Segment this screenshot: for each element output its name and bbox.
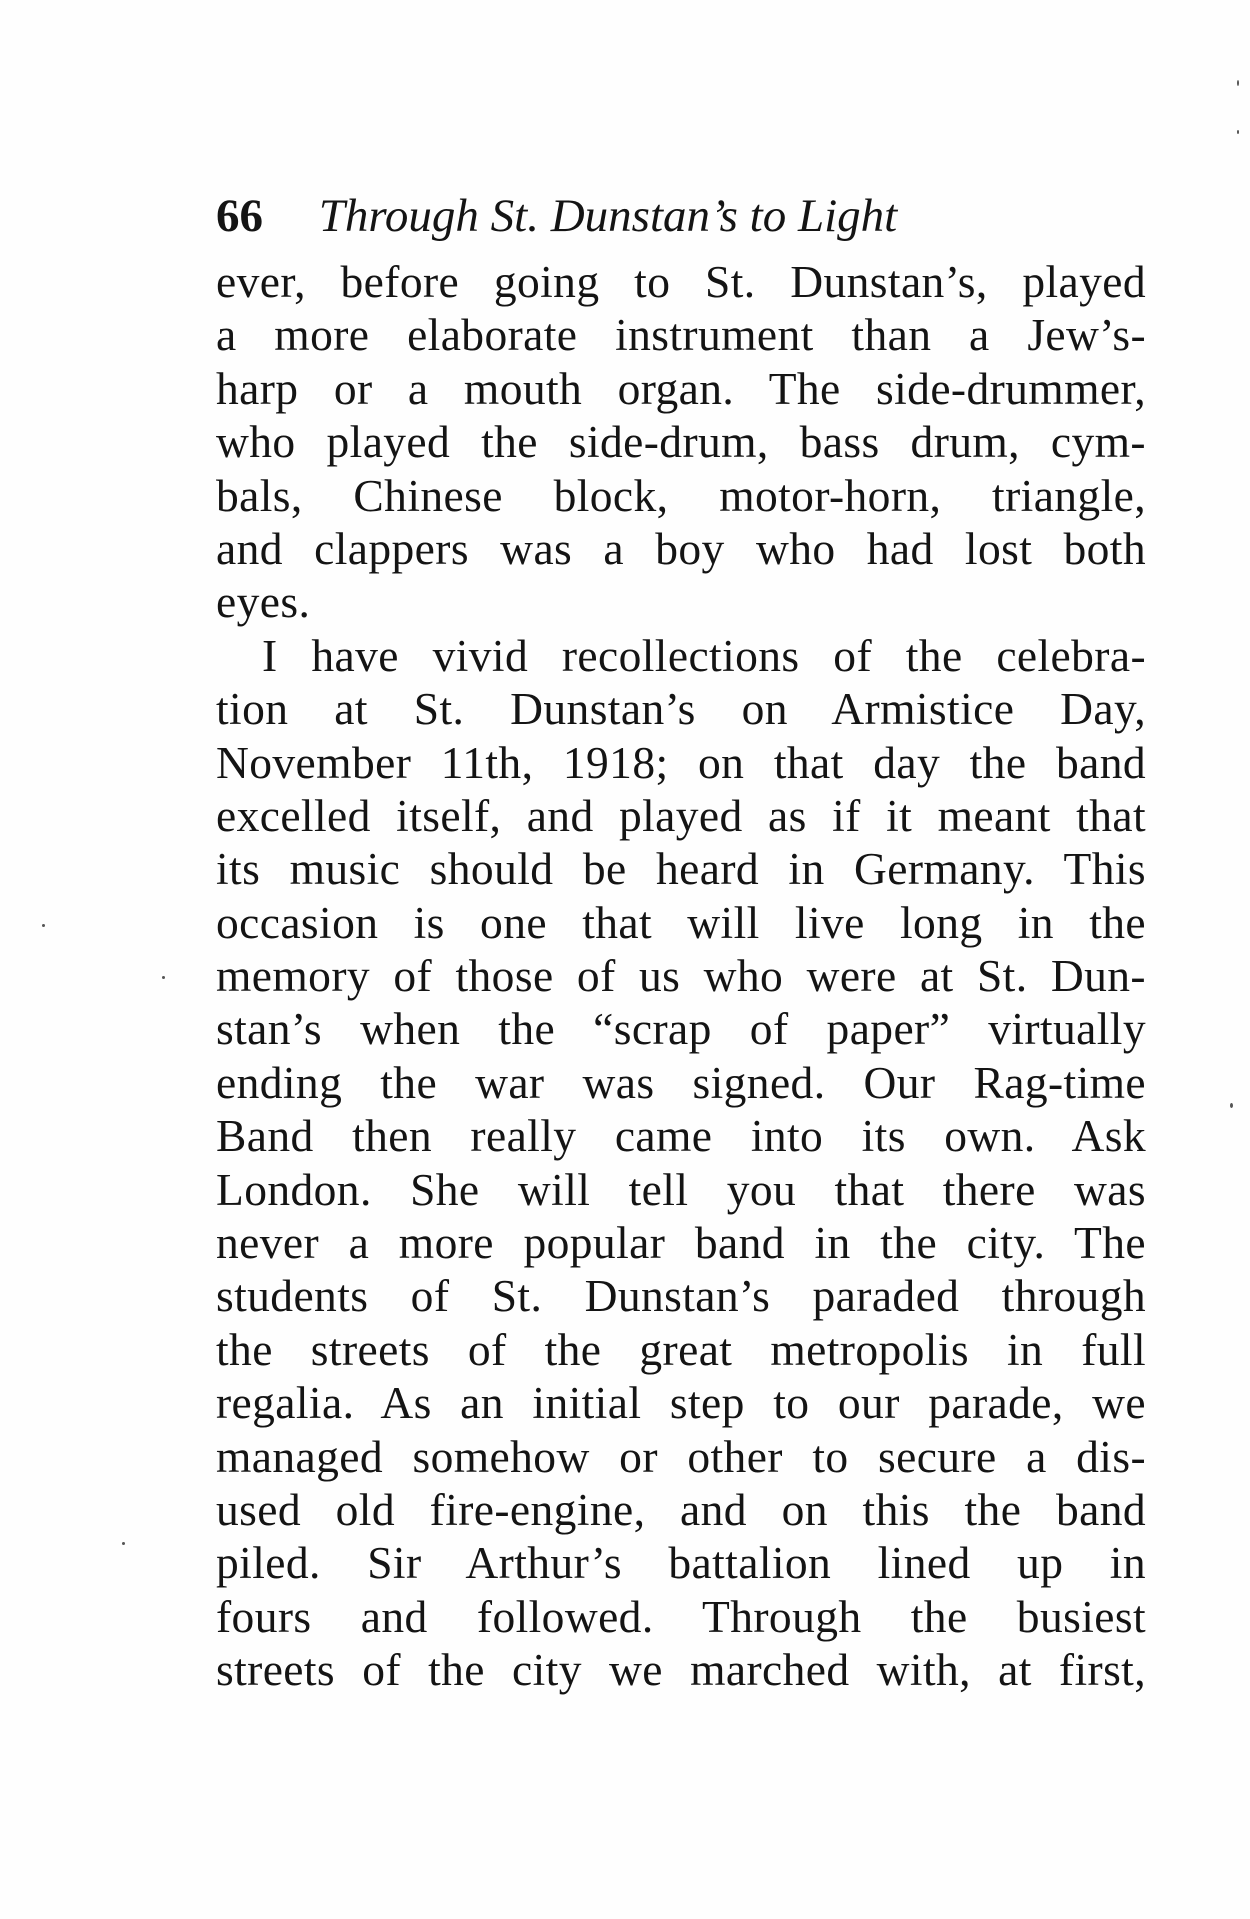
scan-speck	[122, 1542, 125, 1545]
text-line: tion at St. Dunstan’s on Armistice Day,	[216, 683, 1146, 735]
text-line: ending the war was signed. Our Rag-time	[216, 1056, 1146, 1108]
text-line: London. She will tell you that there was	[216, 1163, 1146, 1215]
text-line: a more elaborate instrument than a Jew’s-	[216, 309, 1146, 361]
scan-speck	[1237, 130, 1239, 134]
text-line: harp or a mouth organ. The side-drummer,	[216, 362, 1146, 414]
text-line: bals, Chinese block, motor-horn, triangle,	[216, 469, 1146, 521]
text-line: students of St. Dunstan’s paraded through	[216, 1270, 1146, 1322]
text-line: piled. Sir Arthur’s battalion lined up in	[216, 1537, 1146, 1589]
text-line: the streets of the great metropolis in full	[216, 1323, 1146, 1375]
text-line: regalia. As an initial step to our parade, we	[216, 1377, 1146, 1429]
text-line: memory of those of us who were at St. Dun-	[216, 950, 1146, 1002]
scan-speck	[1237, 80, 1239, 86]
text-line: November 11th, 1918; on that day the band	[216, 736, 1146, 788]
body-text	[216, 255, 1146, 1697]
scan-speck	[162, 976, 165, 979]
page-number: 66	[216, 190, 263, 242]
text-line: stan’s when the “scrap of paper” virtually	[216, 1003, 1146, 1055]
text-line: ever, before going to St. Dunstan’s, played	[216, 256, 1146, 307]
running-title: Through St. Dunstan’s to Light	[318, 190, 898, 242]
text-line: and clappers was a boy who had lost both	[216, 522, 1146, 574]
text-line: used old fire-engine, and on this the band	[216, 1483, 1146, 1535]
text-line: who played the side-drum, bass drum, cym-	[216, 416, 1146, 468]
text-line: fours and followed. Through the busiest	[216, 1590, 1146, 1642]
text-line: eyes.	[216, 576, 311, 628]
text-line: I have vivid recollections of the celebra-	[262, 629, 1146, 681]
text-line: never a more popular band in the city. The	[216, 1217, 1146, 1269]
scan-speck	[1230, 1103, 1233, 1108]
text-line: occasion is one that will live long in the	[216, 896, 1146, 948]
scan-speck	[42, 924, 45, 927]
text-line: Band then really came into its own. Ask	[216, 1110, 1146, 1162]
text-line: managed somehow or other to secure a dis-	[216, 1430, 1146, 1482]
text-line: excelled itself, and played as if it meant that	[216, 789, 1146, 841]
running-header	[216, 186, 1146, 246]
text-line: streets of the city we marched with, at first,	[216, 1644, 1146, 1696]
text-line: its music should be heard in Germany. This	[216, 843, 1146, 895]
